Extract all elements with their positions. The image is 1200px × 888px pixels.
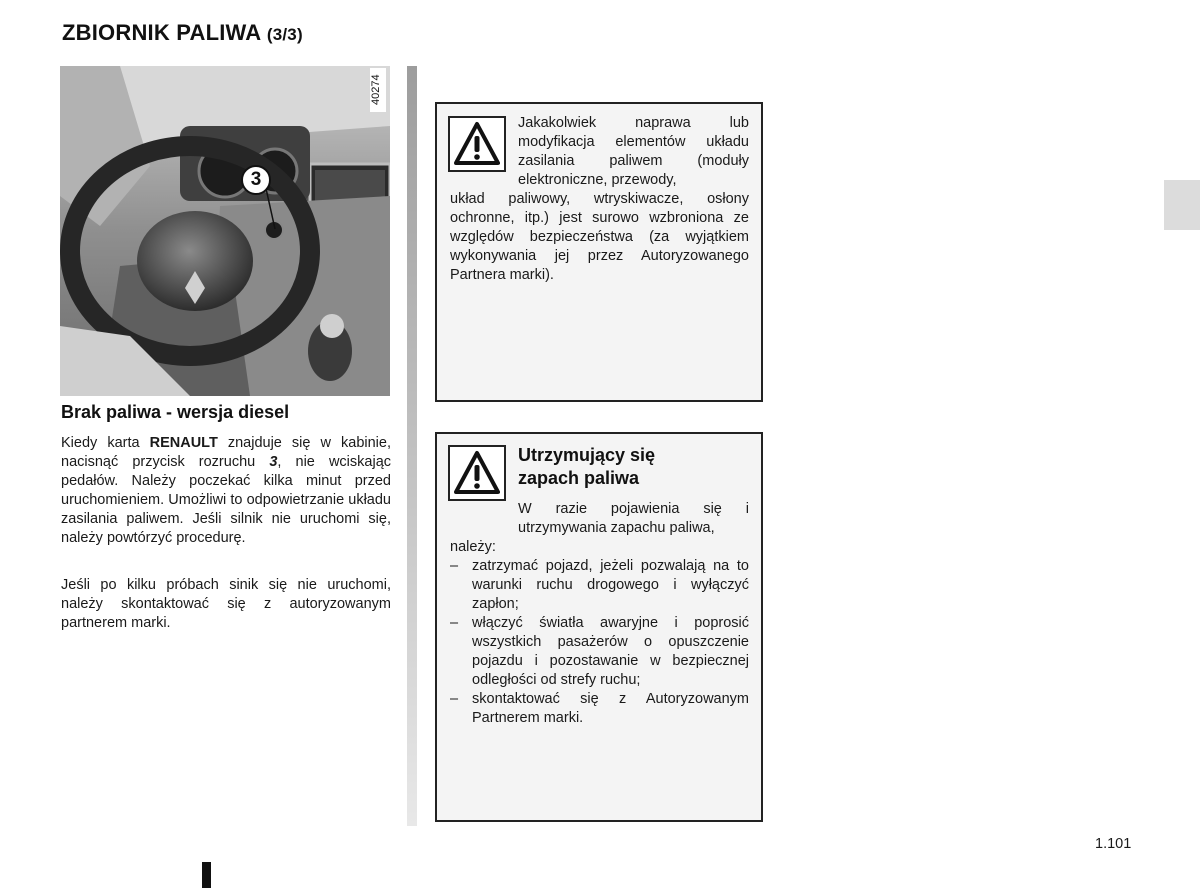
list-bullet: – [450, 615, 459, 631]
warning2-intro-indented: W razie pojawienia się i utrzymywania zapachu paliwa, [518, 501, 749, 536]
dashboard-illustration [60, 66, 390, 396]
column-divider [407, 66, 417, 826]
warning2-title [518, 444, 748, 490]
list-item-text: zatrzymać pojazd, jeżeli pozwalają na to warunki ruchu drogowego i wyłączyć zapłon; [472, 558, 749, 612]
warning-triangle-icon [448, 445, 506, 501]
page-title-text: ZBIORNIK PALIWA [62, 20, 261, 45]
warning1-text [450, 114, 749, 285]
figure-number: 40274 [370, 68, 386, 112]
list-item-text: skontaktować się z Autoryzowanym Partnerem marki. [472, 691, 749, 726]
p1-brand: RENAULT [149, 435, 218, 451]
chapter-side-tab [1164, 180, 1200, 230]
crop-mark [202, 862, 211, 888]
warning-box-fuel-system [435, 102, 763, 402]
warning1-text-rest: układ paliwowy, wtryskiwacze, osłony ochronne, itp.) jest surowo wzbroniona ze względów bezpieczeństwa (za wyjątkiem wykonywania jej przez Autoryzowanego Partnera marki). [450, 191, 749, 283]
p1-lead: Kiedy karta [61, 435, 150, 451]
page-title-part: (3/3) [266, 25, 303, 44]
warning2-text [450, 500, 749, 728]
warning1-text-indented: Jakakolwiek naprawa lub modyfikacja elementów układu zasilania paliwem (moduły elektroniczne, przewody, [518, 115, 749, 188]
warning2-intro-rest: należy: [450, 539, 496, 555]
list-item [450, 690, 749, 728]
p1-button-ref: 3 [269, 454, 278, 470]
callout-start-button: 3 [241, 165, 271, 195]
paragraph-diesel-procedure [61, 434, 391, 548]
warning2-title-line2: zapach paliwa [518, 468, 640, 488]
list-bullet: – [450, 691, 459, 707]
p1-tail: , nie wciskając pedałów. Należy poczekać kilka minut przed uruchomieniem. Umożliwi to odpowietrzanie układu zasilania paliwem. Jeśli silnik nie uruchomi się, należy powtórzyć procedurę. [61, 454, 392, 546]
p1-mid: znajduje się w kabinie, nacisnąć przycisk rozruchu [61, 435, 391, 470]
dashboard-drawing [60, 66, 390, 396]
warning2-action-list [450, 557, 749, 728]
section-heading: Brak paliwa - wersja diesel [61, 402, 290, 422]
warning2-title-line1: Utrzymujący się [518, 445, 656, 465]
list-item-text: włączyć światła awaryjne i poprosić wszystkich pasażerów o opuszczenie pojazdu i pozostawanie w bezpiecznej odległości od strefy ruchu; [472, 615, 749, 688]
list-item [450, 557, 749, 614]
paragraph-contact-partner: Jeśli po kilku próbach sinik się nie uruchomi, należy skontaktować się z autoryzowanym partnerem marki. [61, 577, 391, 631]
list-item [450, 614, 749, 690]
list-bullet: – [450, 558, 459, 574]
warning-box-fuel-smell [435, 432, 763, 822]
page-number: 1.101 [1095, 836, 1132, 852]
page-title [62, 20, 303, 46]
